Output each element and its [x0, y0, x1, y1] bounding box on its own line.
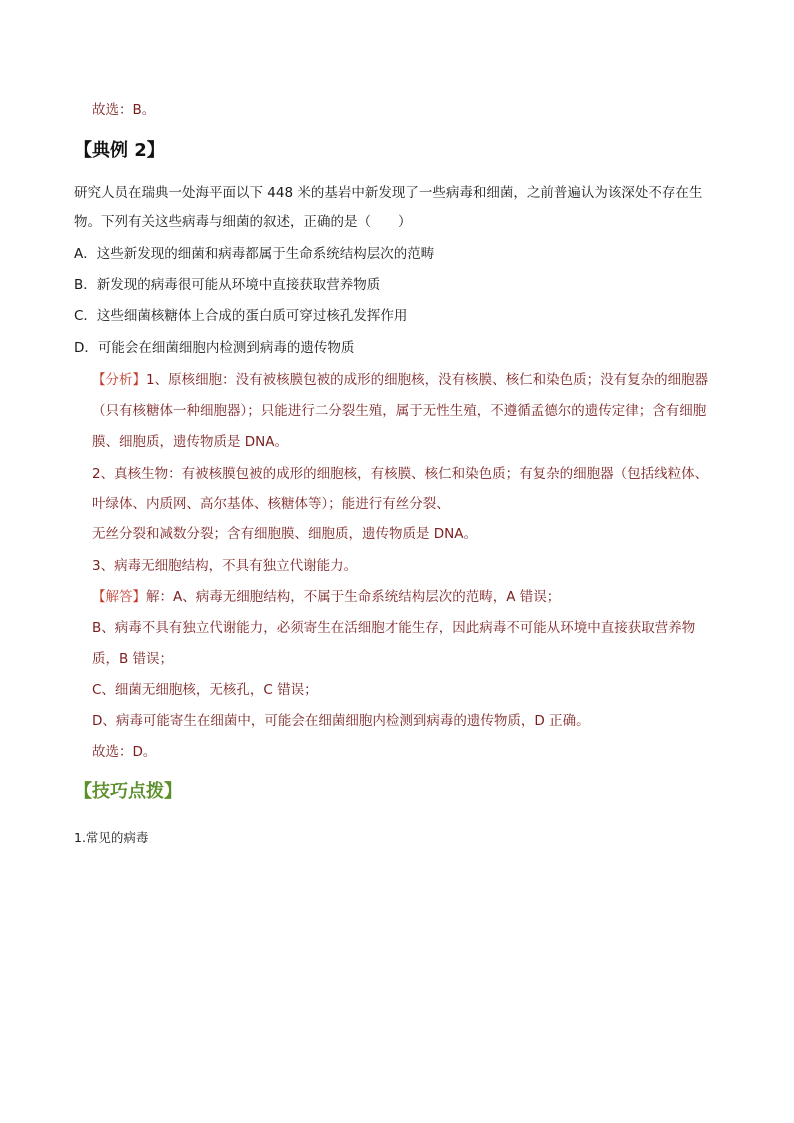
analysis-line-6: 无丝分裂和减数分裂；含有细胞膜、细胞质，遗传物质是 DNA。 — [92, 526, 478, 542]
option-a: A．这些新发现的细菌和病毒都属于生命系统结构层次的范畴 — [74, 246, 435, 262]
tips-heading: 【技巧点拨】 — [74, 781, 182, 802]
analysis-line-1 — [92, 370, 708, 390]
question-stem-line-2: 物。下列有关这些病毒与细菌的叙述，正确的是（ ） — [74, 214, 412, 230]
analysis-tag: 【分析】 — [92, 372, 146, 388]
solution-line-2: B、病毒不具有独立代谢能力，必须寄生在活细胞才能生存，因此病毒不可能从环境中直接获取营养物 — [92, 620, 696, 636]
question-stem-line-1: 研究人员在瑞典一处海平面以下 448 米的基岩中新发现了一些病毒和细菌，之前普遍认为该深处不存在生 — [74, 185, 703, 201]
solution-line-5: D、病毒可能寄生在细菌中，可能会在细菌细胞内检测到病毒的遗传物质，D 正确。 — [92, 713, 590, 729]
analysis-line-7: 3、病毒无细胞结构，不具有独立代谢能力。 — [92, 558, 358, 574]
analysis-line-2: （只有核糖体一种细胞器）；只能进行二分裂生殖，属于无性生殖，不遵循孟德尔的遗传定律；含有细胞 — [92, 403, 707, 419]
analysis-line-4: 2、真核生物：有被核膜包被的成形的细胞核，有核膜、核仁和染色质；有复杂的细胞器（包括线粒体、 — [92, 466, 709, 482]
option-c: C．这些细菌核糖体上合成的蛋白质可穿过核孔发挥作用 — [74, 308, 408, 324]
option-b: B．新发现的病毒很可能从环境中直接获取营养物质 — [74, 277, 381, 293]
solution-line-3: 质，B 错误； — [92, 651, 174, 667]
solution-line-1 — [92, 587, 560, 607]
solution-tag: 【解答】 — [92, 589, 146, 605]
analysis-line-3: 膜、细胞质，遗传物质是 DNA。 — [92, 434, 289, 450]
solution-answer: 故选：D。 — [92, 744, 157, 760]
option-d: D．可能会在细菌细胞内检测到病毒的遗传物质 — [74, 340, 355, 356]
analysis-text-1: 1、原核细胞：没有被核膜包被的成形的细胞核，没有核膜、核仁和染色质；没有复杂的细胞器 — [146, 372, 709, 388]
analysis-line-5: 叶绿体、内质网、高尔基体、核糖体等）；能进行有丝分裂、 — [92, 496, 450, 512]
example-heading: 【典例 2】 — [74, 140, 165, 161]
previous-answer: 故选：B。 — [92, 102, 156, 118]
tips-item-1: 1.常见的病毒 — [74, 830, 149, 845]
solution-line-4: C、细菌无细胞核，无核孔，C 错误； — [92, 682, 318, 698]
solution-text-1: 解：A、病毒无细胞结构，不属于生命系统结构层次的范畴，A 错误； — [146, 589, 561, 605]
